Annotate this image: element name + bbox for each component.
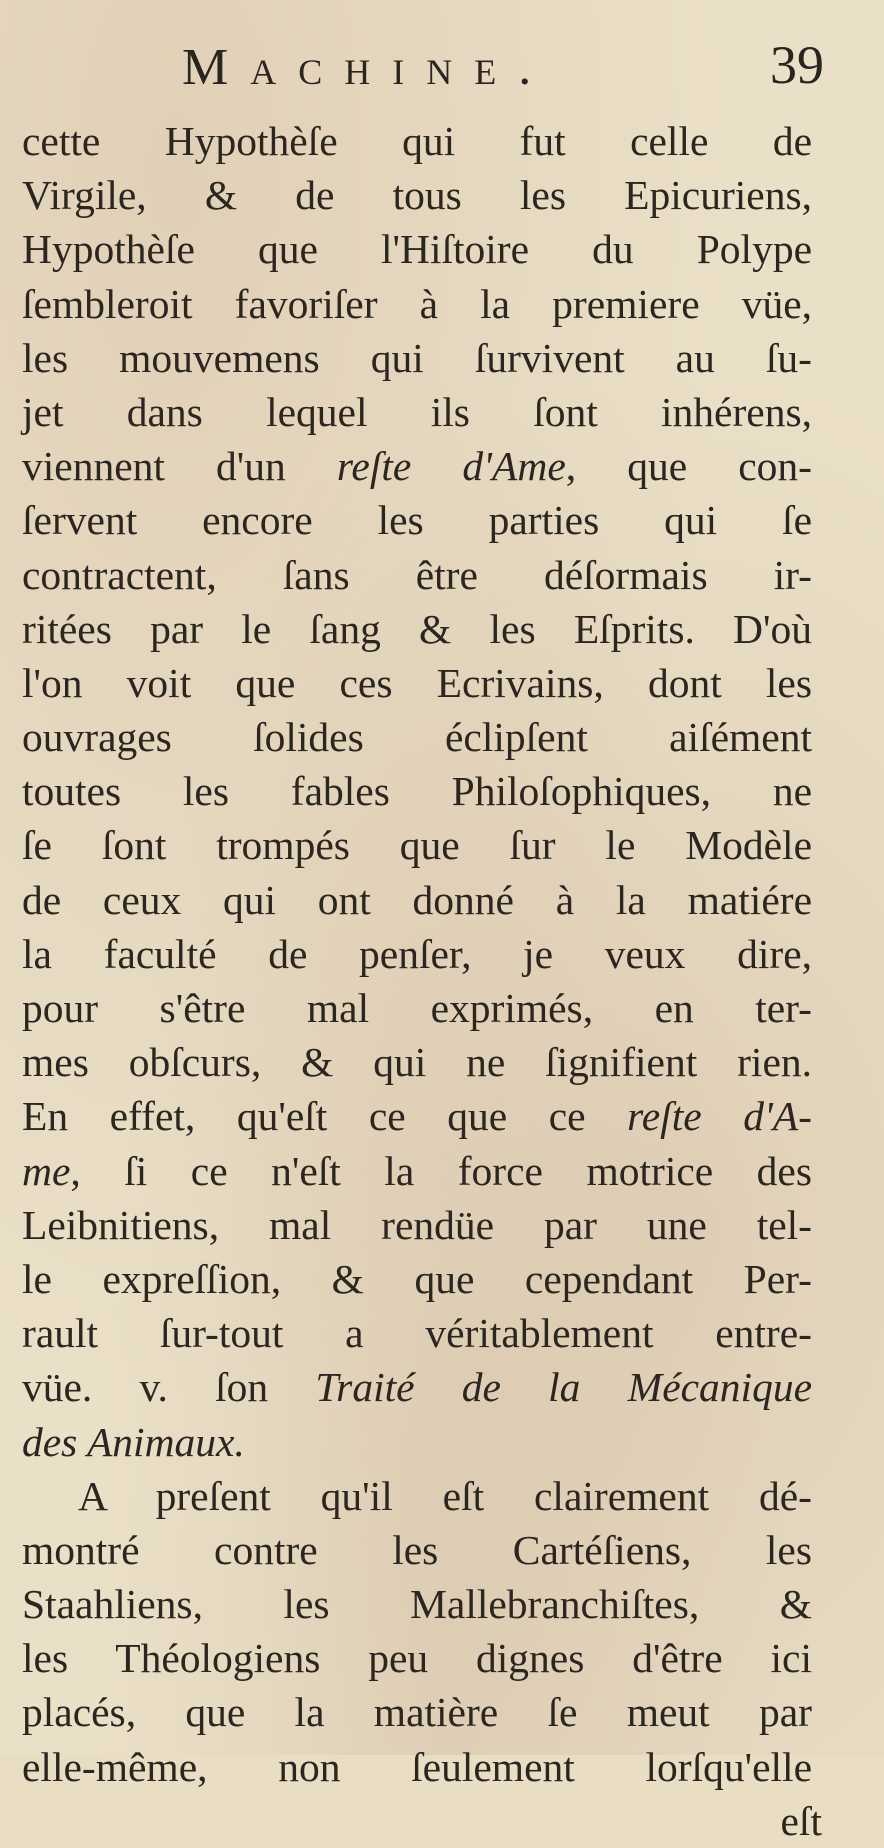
text-line: les Théologiens peu dignes d'être ici <box>22 1635 812 1682</box>
italic-phrase: me <box>22 1147 71 1194</box>
italic-title: Traité de la Mécanique <box>315 1364 812 1411</box>
text-line: le expreſſion, & que cependant Per- <box>22 1255 812 1302</box>
text-line: me, ſi ce n'eſt la force motrice des <box>22 1147 812 1194</box>
text-line: ſe ſont trompés que ſur le Modèle <box>22 822 812 869</box>
text-line: la faculté de penſer, je veux dire, <box>22 930 812 977</box>
text-line: viennent d'un reſte d'Ame, que con- <box>22 443 812 490</box>
catchword: eſt <box>780 1797 822 1844</box>
text-line: jet dans lequel ils ſont inhérens, <box>22 388 812 435</box>
text-line: ritées par le ſang & les Eſprits. D'où <box>22 605 812 652</box>
text-line: ouvrages ſolides éclipſent aiſément <box>22 714 812 761</box>
italic-phrase: reſte d'A- <box>627 1093 813 1140</box>
text-line: Leibnitiens, mal rendüe par une tel- <box>22 1201 812 1248</box>
text-line: de ceux qui ont donné à la matiére <box>22 876 812 923</box>
running-head <box>22 28 824 114</box>
text-line: Hypothèſe que l'Hiſtoire du Polype <box>22 226 812 273</box>
text-line: pour s'être mal exprimés, en ter- <box>22 985 812 1031</box>
text-line: elle-même, non ſeulement lorſqu'elle <box>22 1743 812 1790</box>
text-line <box>22 1415 812 1469</box>
running-head-title: Machine. <box>182 39 554 96</box>
text-line: ſervent encore les parties qui ſe <box>22 497 812 544</box>
text-line: Virgile, & de tous les Epicuriens, <box>22 172 812 219</box>
text-line: vüe. v. ſon Traité de la Mécanique <box>22 1364 812 1411</box>
text-line: cette Hypothèſe qui fut celle de <box>22 118 812 164</box>
text-line: En effet, qu'eſt ce que ce reſte d'A- <box>22 1093 813 1140</box>
text-line: contractent, ſans être déſormais ir- <box>22 551 812 598</box>
italic-title: des Animaux. <box>22 1418 245 1465</box>
text-line: rault ſur-tout a véritablement entre- <box>22 1310 812 1357</box>
text-line: mes obſcurs, & qui ne ſignifient rien. <box>22 1039 812 1086</box>
text-line: toutes les fables Philoſophiques, ne <box>22 768 812 815</box>
text-line: l'on voit que ces Ecrivains, dont les <box>22 659 812 706</box>
text-line: montré contre les Cartéſiens, les <box>22 1526 812 1573</box>
text-line: les mouvemens qui ſurvivent au ſu- <box>22 334 812 381</box>
text-line: A preſent qu'il eſt clairement dé- <box>78 1472 812 1519</box>
italic-phrase: reſte d'Ame <box>336 443 566 490</box>
text-line: placés, que la matière ſe meut par <box>22 1689 812 1736</box>
page-number: 39 <box>770 35 824 95</box>
body-text <box>22 114 824 1794</box>
text-line: Staahliens, les Mallebranchiſtes, & <box>22 1581 812 1628</box>
text-line: ſembleroit favoriſer à la premiere vüe, <box>22 280 812 327</box>
